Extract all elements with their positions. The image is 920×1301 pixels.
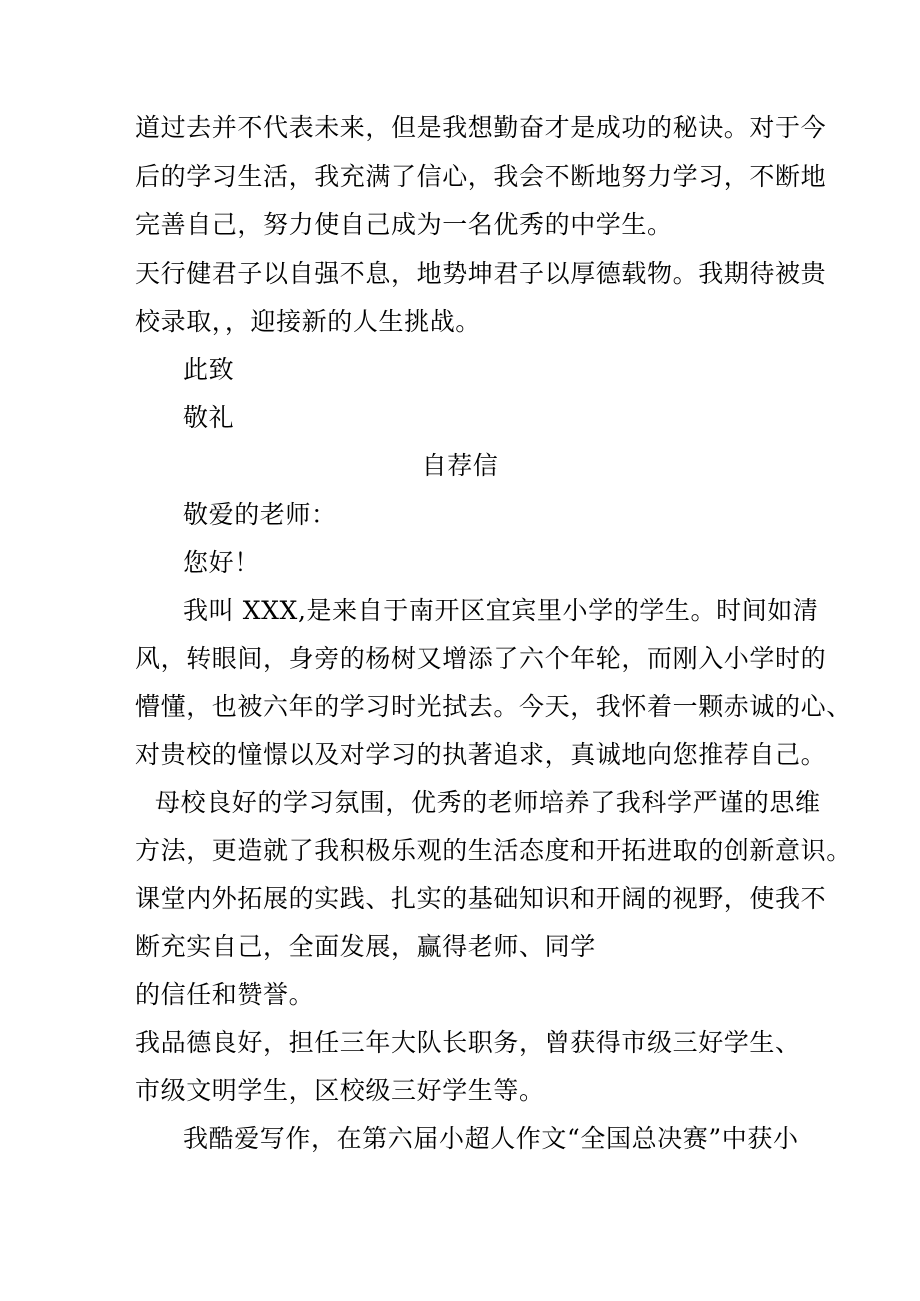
paragraph-line: 我叫 XXX,是来自于南开区宜宾里小学的学生。时间如清	[183, 596, 819, 625]
paragraph-line: 我品德良好，担任三年大队长职务，曾获得市级三好学生、	[135, 1028, 801, 1057]
paragraph-line: 断充实自己，全面发展，赢得老师、同学	[135, 932, 596, 961]
paragraph-line: 市级文明学生，区校级三好学生等。	[135, 1076, 545, 1105]
paragraph-line: 懵懂，也被六年的学习时光拭去。今天，我怀着一颗赤诚的心、	[135, 692, 852, 721]
paragraph-line: 方法，更造就了我积极乐观的生活态度和开拓进取的创新意识。	[135, 836, 852, 865]
paragraph-line: 课堂内外拓展的实践、扎实的基础知识和开阔的视野，使我不	[135, 884, 827, 913]
paragraph-line: 天行健君子以自强不息，地势坤君子以厚德载物。我期待被贵	[135, 259, 827, 288]
paragraph-line: 完善自己，努力使自己成为一名优秀的中学生。	[135, 210, 673, 239]
closing-salutation: 此致	[183, 355, 235, 384]
letter-title: 自荐信	[421, 451, 499, 480]
closing-regards: 敬礼	[183, 403, 235, 432]
paragraph-line: 道过去并不代表未来，但是我想勤奋才是成功的秘诀。对于今	[135, 113, 827, 142]
paragraph-line: 我酷爱写作，在第六届小超人作文“全国总决赛”中获小	[183, 1124, 799, 1153]
paragraph-line: 后的学习生活，我充满了信心，我会不断地努力学习，不断地	[135, 162, 827, 191]
greeting-hello: 您好！	[183, 548, 260, 577]
paragraph-line: 风，转眼间，身旁的杨树又增添了六个年轮，而刚入小学时的	[135, 644, 827, 673]
paragraph-line: 对贵校的憧憬以及对学习的执著追求，真诚地向您推荐自己。	[135, 740, 827, 769]
paragraph-line: 校录取，，迎接新的人生挑战。	[135, 307, 481, 336]
paragraph-line: 的信任和赞誉。	[135, 980, 315, 1009]
greeting: 敬爱的老师：	[183, 500, 337, 529]
paragraph-line: 母校良好的学习氛围，优秀的老师培养了我科学严谨的思维	[155, 788, 821, 817]
